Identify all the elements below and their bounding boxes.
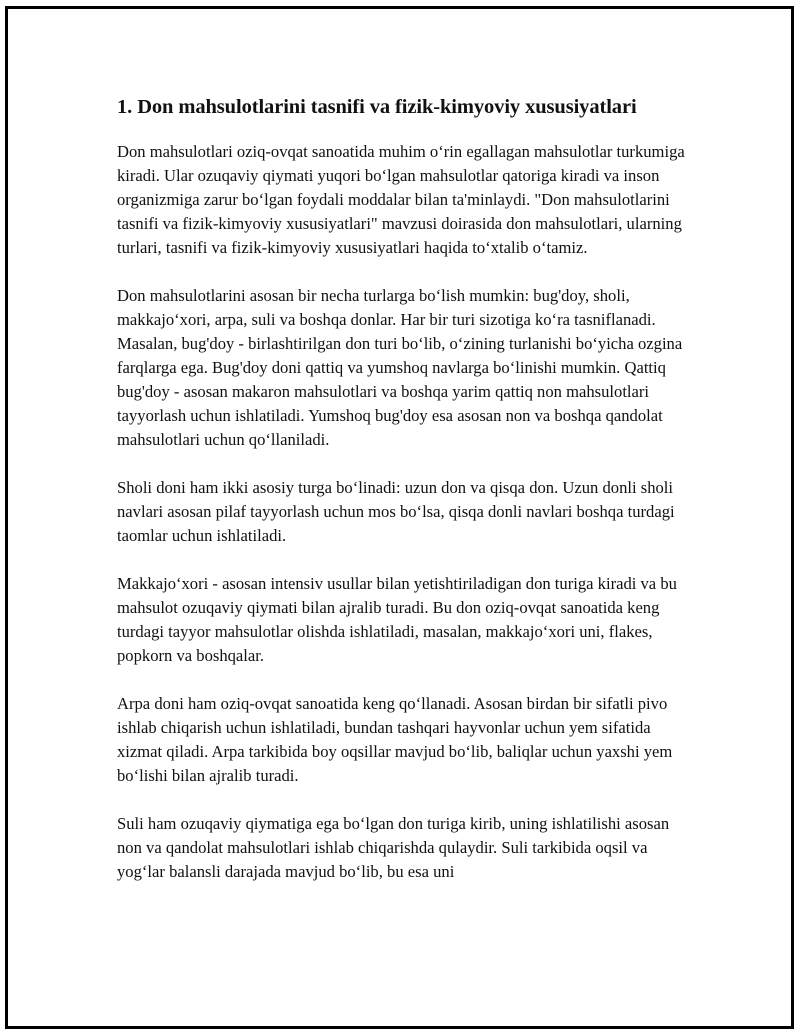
paragraph-corn: Makkajo‘xori - asosan intensiv usullar bilan yetishtiriladigan don turiga kiradi va bu mahsulot ozuqaviy qiymati bilan ajralib turadi. Bu don oziq-ovqat sanoatida keng turdagi tayyor mahsulotlar olishda ishlatiladi, masalan, makkajo‘xori uni, flakes, popkorn va boshqalar. <box>117 574 677 665</box>
paragraph-barley: Arpa doni ham oziq-ovqat sanoatida keng qo‘llanadi. Asosan birdan bir sifatli pivo ishlab chiqarish uchun ishlatiladi, bundan tashqari hayvonlar uchun yem sifatida xizmat qiladi. Arpa tarkibida boy oqsillar mavjud bo‘lib, baliqlar uchun yaxshi yem bo‘lishi bilan ajralib turadi. <box>117 694 673 785</box>
section-heading: 1. Don mahsulotlarini tasnifi va fizik-kimyoviy xususiyatlari <box>117 96 637 118</box>
paragraph-oats: Suli ham ozuqaviy qiymatiga ega bo‘lgan don turiga kirib, uning ishlatilishi asosan non va qandolat mahsulotlari ishlab chiqarishda qulaydir. Suli tarkibida oqsil va yog‘lar balansli darajada mavjud bo‘lib, bu esa uni <box>117 814 670 881</box>
paragraph-grain-types: Don mahsulotlarini asosan bir necha turlarga bo‘lish mumkin: bug'doy, sholi, makkajo‘xori, arpa, suli va boshqa donlar. Har bir turi sizotiga ko‘ra tasniflanadi. Masalan, bug'doy - birlashtirilgan don turi bo‘lib, o‘zining turlanishi bo‘yicha ozgina farqlarga ega. Bug'doy doni qattiq va yumshoq navlarga bo‘linishi mumkin. Qattiq bug'doy - asosan makaron mahsulotlari va boshqa yarim qattiq non mahsulotlari tayyorlash uchun ishlatiladi. Yumshoq bug'doy esa asosan non va boshqa qandolat mahsulotlari uchun qo‘llaniladi. <box>117 286 683 449</box>
document-body <box>117 94 697 908</box>
paragraph-intro: Don mahsulotlari oziq-ovqat sanoatida muhim o‘rin egallagan mahsulotlar turkumiga kiradi. Ular ozuqaviy qiymati yuqori bo‘lgan mahsulotlar qatoriga kiradi va inson organizmiga zarur bo‘lgan foydali moddalar bilan ta'minlaydi. "Don mahsulotlarini tasnifi va fizik-kimyoviy xususiyatlari" mavzusi doirasida don mahsulotlari, ularning turlari, tasnifi va fizik-kimyoviy xususiyatlari haqida to‘xtalib o‘tamiz. <box>117 142 685 257</box>
paragraph-rice: Sholi doni ham ikki asosiy turga bo‘linadi: uzun don va qisqa don. Uzun donli sholi navlari asosan pilaf tayyorlash uchun mos bo‘lsa, qisqa donli navlari boshqa turdagi taomlar uchun ishlatiladi. <box>117 478 675 545</box>
